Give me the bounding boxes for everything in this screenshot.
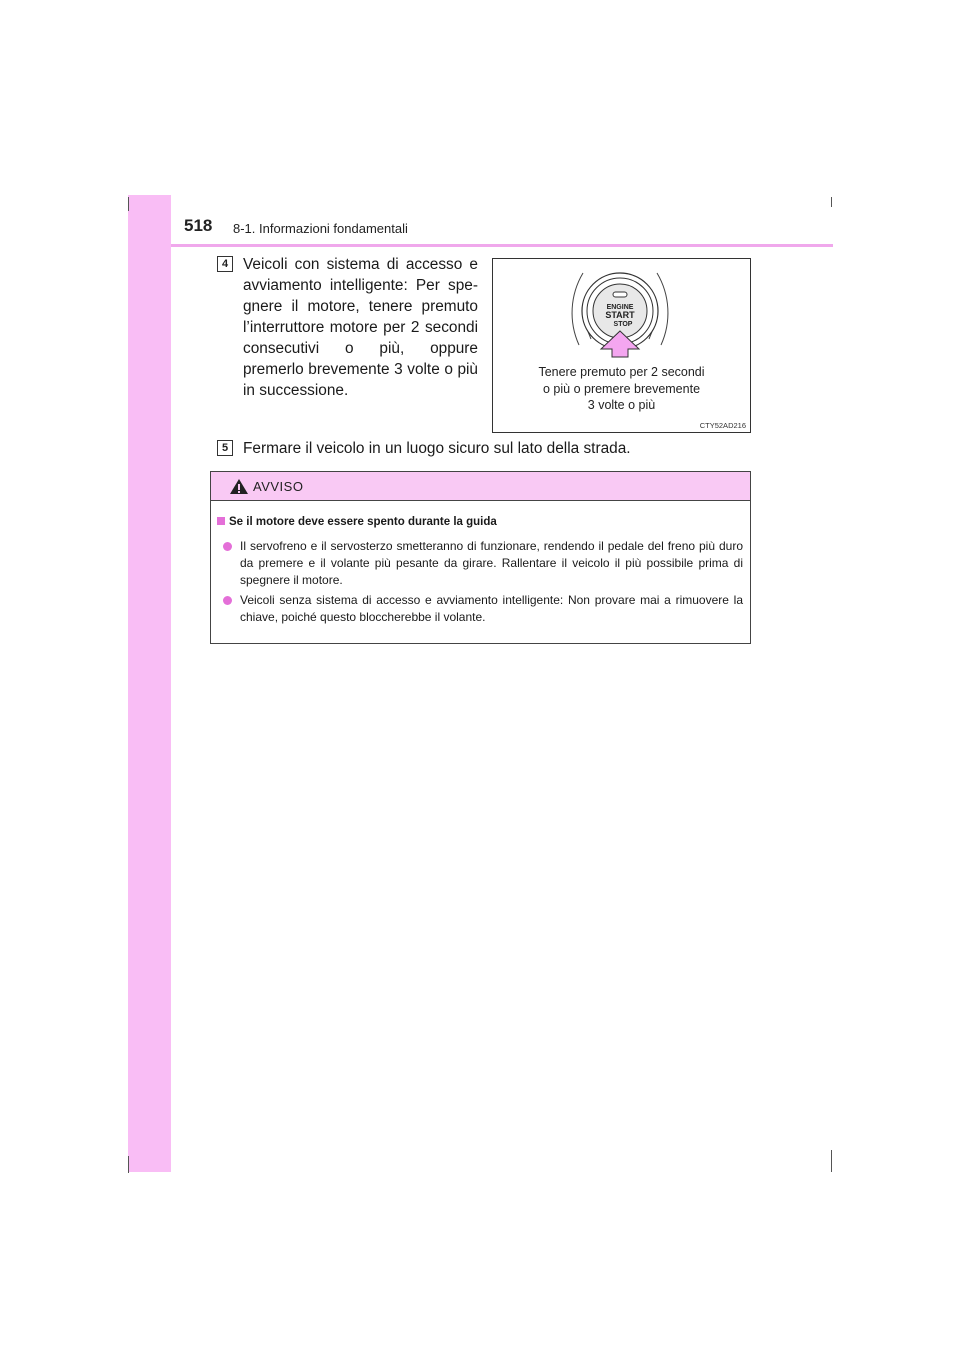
warning-heading: [217, 516, 497, 528]
figure-caption-line-3: 3 volte o più: [587, 398, 656, 412]
engine-switch-figure: [492, 258, 751, 433]
crop-mark-bottom-left: [128, 1156, 129, 1173]
warning-triangle-icon: [229, 478, 249, 495]
figure-caption-line-1: Tenere premuto per 2 secondi: [538, 365, 705, 379]
warning-bullet: [223, 592, 743, 626]
warning-bullet: [223, 538, 743, 589]
header-rule: [171, 244, 833, 247]
button-label-stop: STOP: [613, 321, 633, 328]
step-4-text: Veicoli con sistema di accesso e avviamento intelligente: Per spegnere il motore, tenere premuto l’interruttore motore per 2 secondi consecutivi o più, oppure premerlo brevemente 3 volte o più in successione.: [243, 256, 478, 399]
figure-caption: [523, 364, 720, 414]
step-5-text: Fermare il veicolo in un luogo sicuro sul lato della strada.: [243, 440, 631, 457]
heading-square-icon: [217, 517, 225, 525]
section-title: 8-1. Informazioni fondamentali: [233, 221, 408, 236]
warning-title: AVVISO: [253, 479, 304, 494]
warning-heading-text: Se il motore deve essere spento durante la guida: [229, 516, 497, 528]
crop-mark-bottom-right: [831, 1150, 832, 1172]
page-number: 518: [184, 216, 213, 235]
step-number-4: 4: [217, 256, 233, 272]
warning-header: [211, 472, 750, 501]
figure-code: CTY52AD216: [699, 421, 746, 430]
button-label-start: START: [605, 310, 635, 320]
warning-box: [210, 471, 751, 644]
crop-mark-top-left: [128, 197, 129, 211]
chapter-sidebar: [128, 195, 171, 1172]
bullet-dot-icon: [223, 596, 232, 605]
warning-bullet-text: Veicoli senza sistema di accesso e avviamento intelligente: Non provare mai a rimuovere la chiave, poiché questo bloccherebbe il volante.: [240, 593, 743, 624]
button-label-engine: ENGINE: [606, 304, 634, 311]
crop-mark-top-right: [831, 197, 832, 207]
warning-bullet-text: Il servofreno e il servosterzo smetteranno di funzionare, rendendo il pedale del freno più duro da premere e il volante più pesante da girare. Rallentare il veicolo il più possibile prima di spegnere il motore.: [240, 539, 743, 587]
figure-caption-line-2: o più o premere brevemente: [542, 381, 701, 396]
step-number-5: 5: [217, 440, 233, 456]
bullet-dot-icon: [223, 542, 232, 551]
